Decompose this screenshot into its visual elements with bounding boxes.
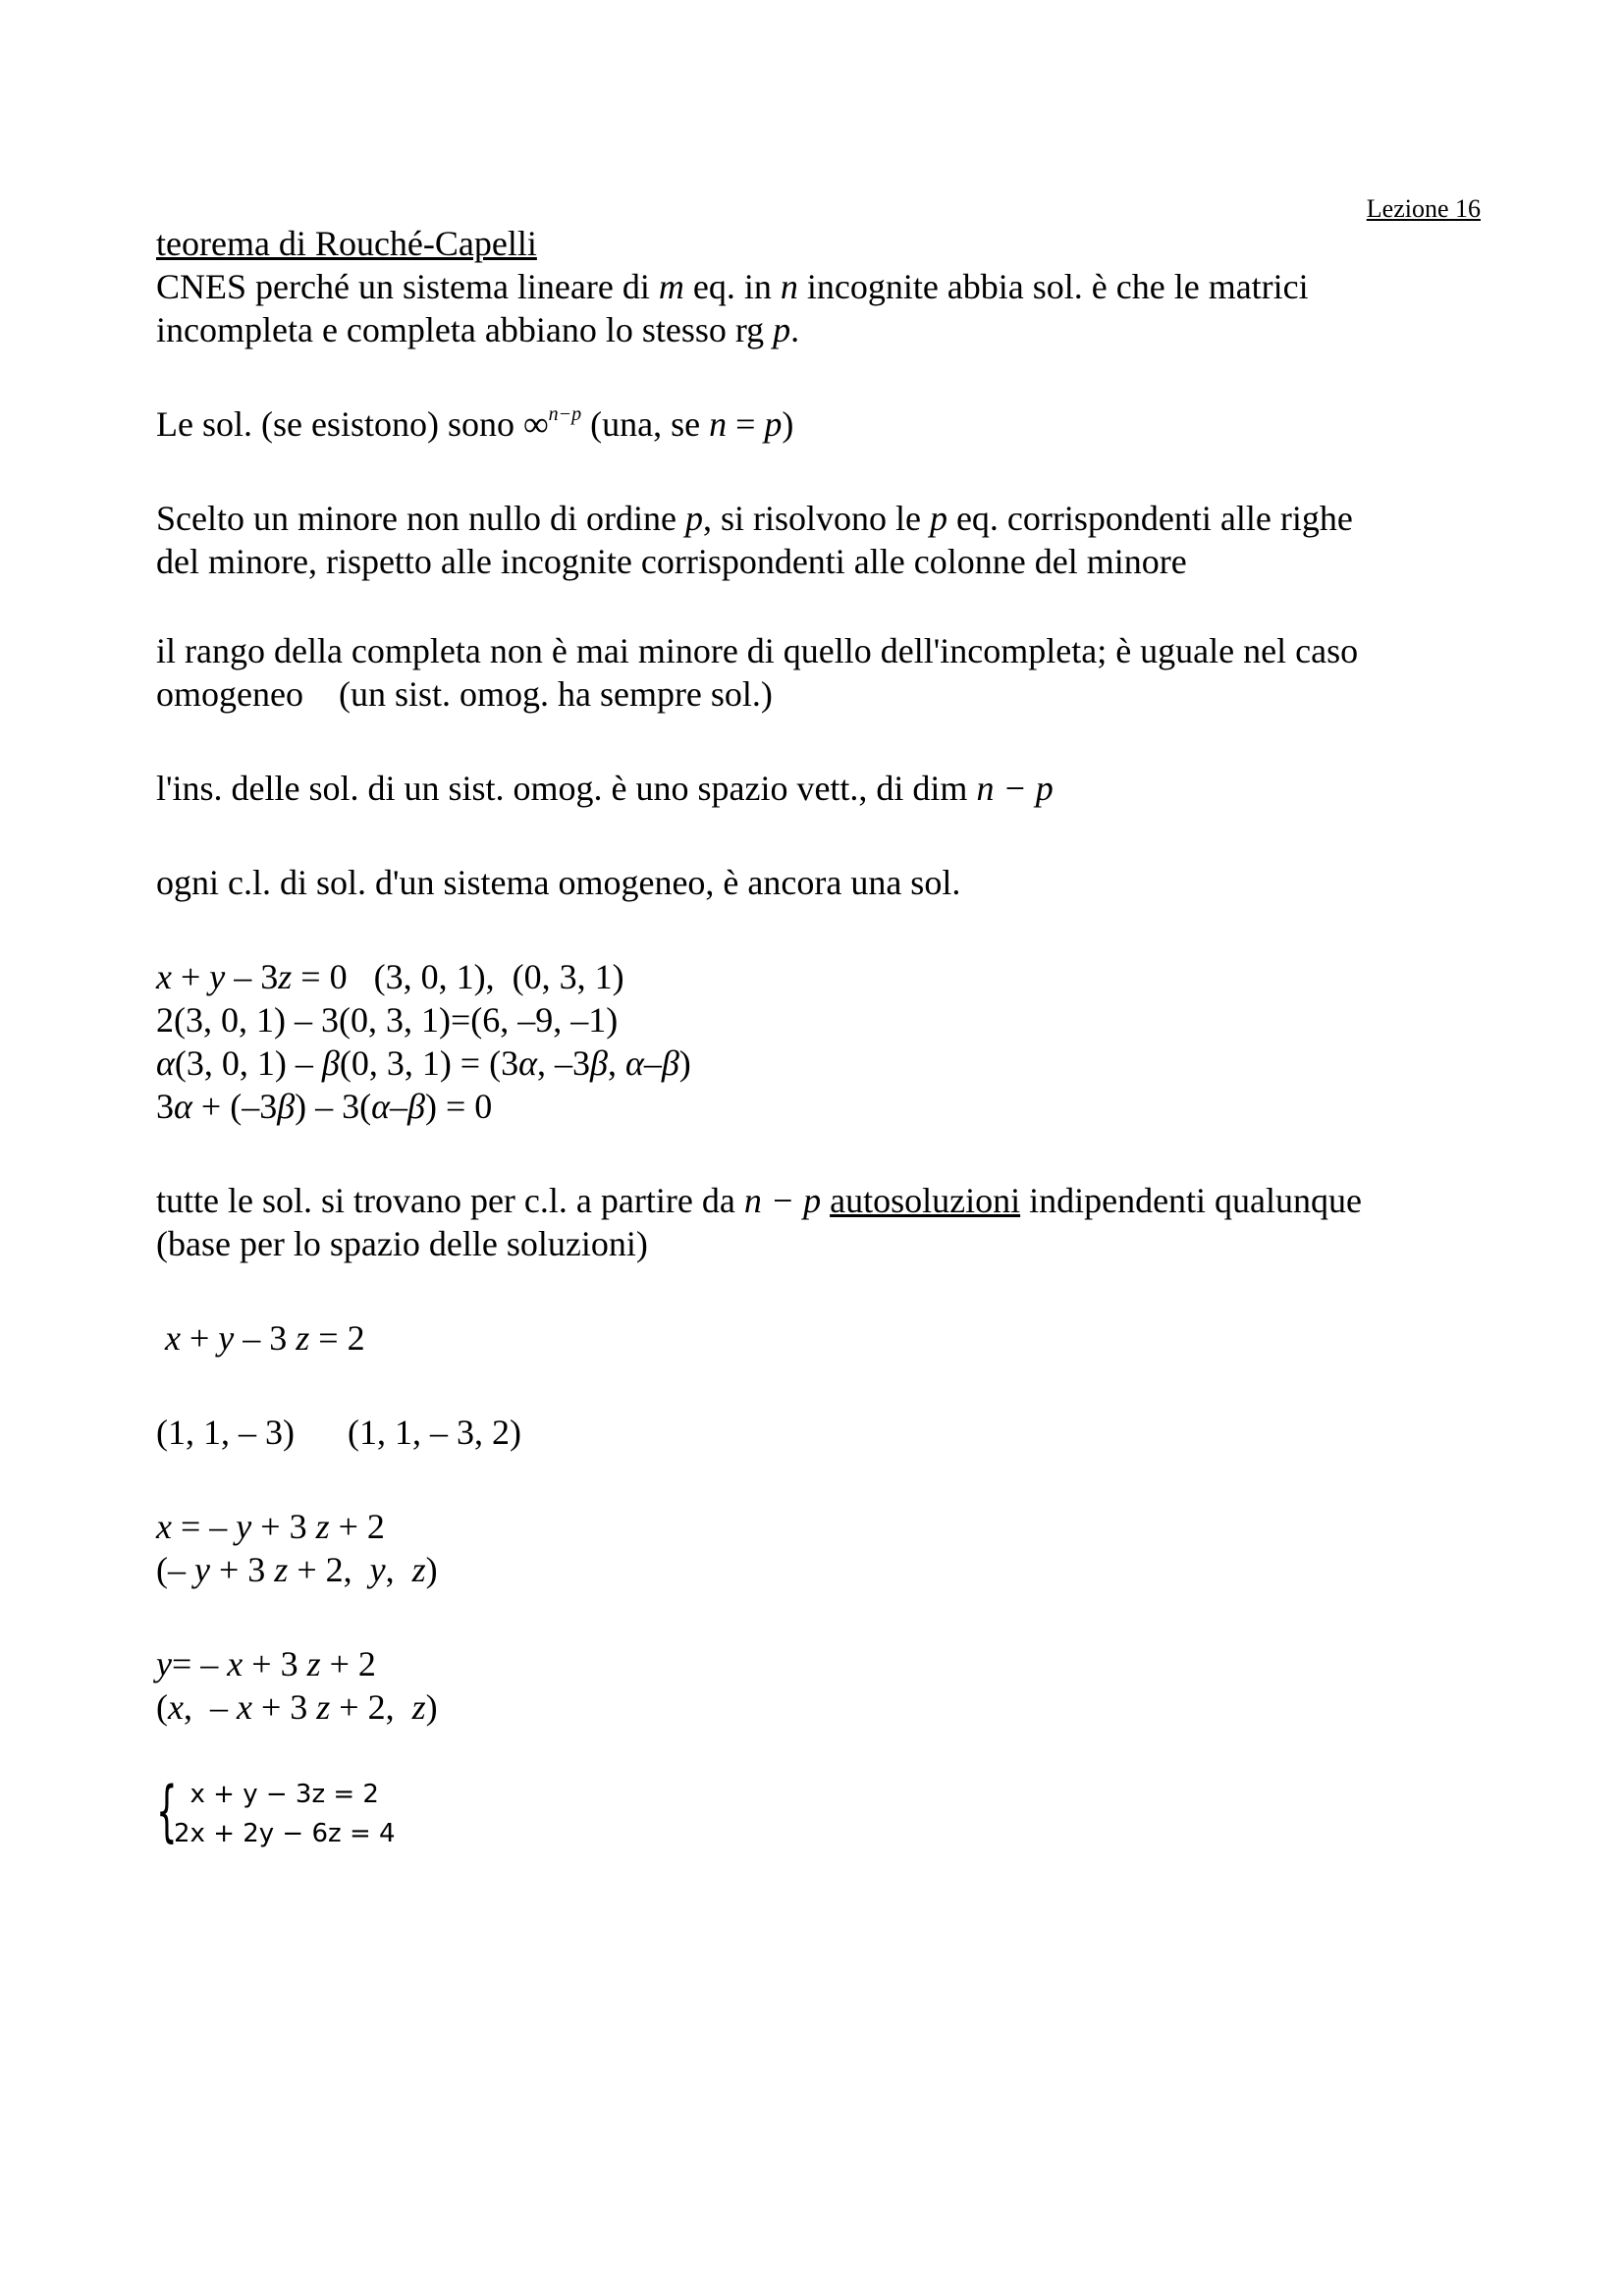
text-run: l'ins. delle sol. di un sist. omog. è uno spazio vett., di dim: [156, 769, 977, 808]
var-beta: β: [277, 1087, 296, 1126]
var-n: n: [780, 267, 798, 306]
text-run: ) – 3(: [295, 1087, 372, 1126]
var-z: z: [278, 957, 293, 996]
ins-line: [156, 767, 1491, 810]
system-equation-1: x + y − 3z = 2: [174, 1780, 379, 1809]
text-run: eq. in: [683, 267, 781, 306]
section-title: teorema di Rouché-Capelli: [156, 224, 537, 263]
var-y: y: [236, 1507, 252, 1546]
text-run: (0, 3, 1) = (3: [339, 1043, 519, 1083]
var-y: y: [369, 1550, 386, 1589]
vectors-line: (1, 1, – 3) (1, 1, – 3, 2): [156, 1413, 521, 1452]
text-run: +: [171, 957, 210, 996]
var-z: z: [315, 1507, 330, 1546]
text-run: indipendenti qualunque: [1020, 1181, 1363, 1220]
text-run: , –: [183, 1687, 237, 1727]
text-run: =: [727, 404, 765, 444]
text-run: + 2: [320, 1644, 376, 1683]
text-run: + (–3: [191, 1087, 278, 1126]
var-alpha: α: [156, 1043, 175, 1083]
var-y: y: [209, 957, 226, 996]
var-y: y: [218, 1318, 235, 1358]
x-solution-line-1: [156, 1505, 1491, 1548]
text-run: + 2,: [288, 1550, 370, 1589]
tutte-line-2: (base per lo spazio delle soluzioni): [156, 1224, 648, 1263]
text-run: (3, 0, 1) –: [174, 1043, 322, 1083]
lesson-label: Lezione 16: [1366, 194, 1481, 223]
text-run: = –: [171, 1507, 237, 1546]
text-run: = 2: [309, 1318, 365, 1358]
text-run: ): [782, 404, 794, 444]
scelto-line-1: [156, 497, 1491, 540]
y-solution-line-2: [156, 1685, 1491, 1729]
text-run: eq. corrispondenti alle righe: [947, 499, 1353, 538]
var-x: x: [236, 1687, 252, 1727]
text-run: +: [180, 1318, 219, 1358]
scelto-line-2: del minore, rispetto alle incognite corrispondenti alle colonne del minore: [156, 542, 1187, 581]
var-alpha: α: [174, 1087, 192, 1126]
text-run: + 3: [251, 1687, 317, 1727]
text-run: (: [156, 1687, 168, 1727]
solutions-count-line: [156, 402, 1491, 446]
text-run: , si risolvono le: [702, 499, 930, 538]
var-z: z: [316, 1687, 331, 1727]
var-p: p: [929, 499, 947, 538]
equation-line-1: [156, 955, 1491, 998]
system-equation-2: 2x + 2y − 6z = 4: [174, 1819, 396, 1848]
equation-system: [156, 1775, 396, 1853]
cnes-line-2: [156, 308, 1491, 351]
text-run: + 2,: [330, 1687, 412, 1727]
text-run: ) = 0: [424, 1087, 493, 1126]
var-m: m: [658, 267, 684, 306]
var-x: x: [168, 1687, 184, 1727]
text-run: Scelto un minore non nullo di ordine: [156, 499, 685, 538]
expr-alpha-minus-beta: α–β: [624, 1043, 679, 1083]
var-beta: β: [590, 1043, 608, 1083]
text-run: + 3: [251, 1507, 316, 1546]
var-z: z: [274, 1550, 289, 1589]
equation-line-3: [156, 1041, 1491, 1085]
text-run: = –: [171, 1644, 228, 1683]
var-z: z: [411, 1550, 426, 1589]
equation-line-2: 2(3, 0, 1) – 3(0, 3, 1)=(6, –9, –1): [156, 1000, 619, 1040]
var-y: y: [156, 1644, 172, 1683]
text-run: incompleta e completa abbiano lo stesso rg: [156, 310, 774, 349]
text-run: + 3: [209, 1550, 275, 1589]
text-run: (–: [156, 1550, 194, 1589]
text-run: ): [678, 1043, 691, 1083]
var-n: n: [709, 404, 728, 444]
expr-alpha-minus-beta: α–β: [371, 1087, 425, 1126]
var-z: z: [411, 1687, 426, 1727]
text-run: .: [790, 310, 800, 349]
text-run: , –3: [537, 1043, 591, 1083]
text-run: – 3: [234, 1318, 297, 1358]
expr-n-minus-p: n − p: [976, 769, 1054, 808]
text-run: Le sol. (se esistono) sono ∞: [156, 404, 549, 444]
brace-symbol: {: [156, 1773, 178, 1850]
var-x: x: [156, 1507, 172, 1546]
text-run: ,: [607, 1043, 625, 1083]
text-run: (una, se: [581, 404, 710, 444]
var-p: p: [684, 499, 703, 538]
var-z: z: [296, 1318, 310, 1358]
text-run: [821, 1181, 830, 1220]
var-z: z: [306, 1644, 321, 1683]
nonhomogeneous-equation: [156, 1316, 1491, 1360]
var-beta: β: [321, 1043, 340, 1083]
var-p: p: [764, 404, 783, 444]
text-run: ): [425, 1550, 438, 1589]
system-lines: [174, 1775, 396, 1853]
cnes-line-1: [156, 265, 1491, 308]
document-body: [156, 222, 1491, 1729]
autosoluzioni-term: autosoluzioni: [830, 1181, 1021, 1220]
equation-line-4: [156, 1085, 1491, 1128]
text-run: + 2: [329, 1507, 385, 1546]
ogni-line: ogni c.l. di sol. d'un sistema omogeneo, è ancora una sol.: [156, 863, 961, 902]
var-y: y: [194, 1550, 210, 1589]
text-run: = 0 (3, 0, 1), (0, 3, 1): [292, 957, 624, 996]
expr-n-minus-p: n − p: [743, 1181, 822, 1220]
text-run: ,: [385, 1550, 412, 1589]
rango-line-1: il rango della completa non è mai minore di quello dell'incompleta; è uguale nel caso: [156, 631, 1359, 670]
tutte-line-1: [156, 1179, 1491, 1222]
var-p: p: [773, 310, 791, 349]
var-x: x: [227, 1644, 243, 1683]
var-alpha: α: [518, 1043, 538, 1083]
text-run: 3: [156, 1087, 174, 1126]
text-run: CNES perché un sistema lineare di: [156, 267, 659, 306]
y-solution-line-1: [156, 1642, 1491, 1685]
exponent: n−p: [548, 403, 582, 425]
var-x: x: [156, 957, 172, 996]
text-run: incognite abbia sol. è che le matrici: [797, 267, 1309, 306]
text-run: tutte le sol. si trovano per c.l. a partire da: [156, 1181, 744, 1220]
text-run: + 3: [243, 1644, 307, 1683]
x-solution-line-2: [156, 1548, 1491, 1591]
text-run: – 3: [225, 957, 279, 996]
rango-line-2: omogeneo (un sist. omog. ha sempre sol.): [156, 674, 773, 714]
text-run: ): [425, 1687, 438, 1727]
var-x: x: [156, 1318, 181, 1358]
